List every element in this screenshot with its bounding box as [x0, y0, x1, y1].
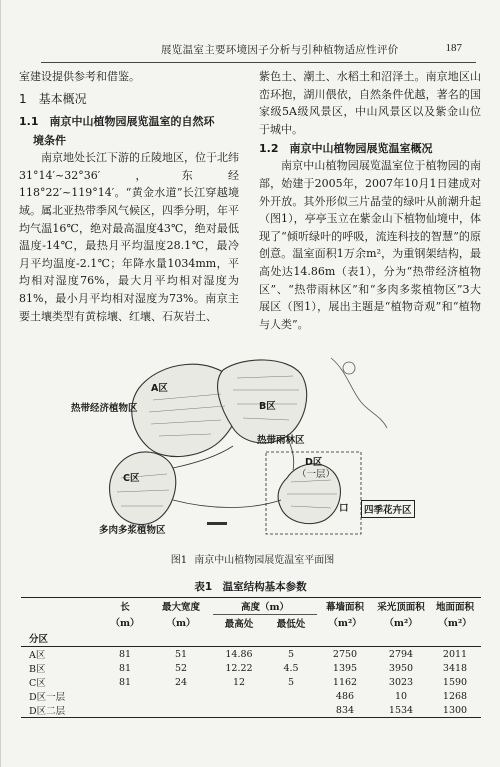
col-width: 最大宽度 [149, 598, 213, 615]
scale-bar [207, 522, 227, 525]
col-floor-area: 地面面积 [429, 598, 481, 615]
paragraph-greenhouse-overview: 南京中山植物园展览温室位于植物园的南部，始建于2005年，2007年10月1日建成对外开放。其外形似三片晶莹的绿叶从前潮升起（图1），亭亭玉立在紫金山下植物仙境中，体现了“倾听绿叶的呼吸，流连科技的智慧”的原创意。温室面积1万余m²，为重钢架结构，最高处达14.86m（表1），分为“热带经济植物区”、“热带雨林区”和“多肉多浆植物区”3大展区（图1），展出主题是“植物奇观”和“植物与人类”。 [259, 159, 481, 331]
label-succulent-zone: 多肉多浆植物区 [99, 525, 166, 536]
label-zone-d: D区 [305, 457, 323, 468]
running-header [41, 42, 476, 63]
label-zone-d-floor: （一层） [297, 469, 336, 480]
left-column [19, 68, 239, 325]
col-length: 长 [101, 598, 149, 615]
table-row: B区 81 52 12.22 4.5 1395 3950 3418 [29, 662, 468, 675]
paragraph-climate: 南京地处长江下游的丘陵地区，位于北纬31°14′~32°36′，东经118°22′~119°14′。“黄金水道”长江穿越境域。属北亚热带季风气候区，四季分明，年平均气温16℃，绝对最高温度43℃，绝对最低温度-14℃，最热月平均温度28.1℃，最冷月平均温度-2.1℃；年降水量1034mm，平均相对湿度76%，最大月平均相对湿度为81%，最小月平均相对湿度为73%。南京主要土壤类型有黄棕壤、红壤、石灰岩土、 [19, 151, 239, 323]
label-tropical-economic-zone: 热带经济植物区 [71, 403, 138, 414]
col-wall-area: 幕墙面积 [317, 598, 373, 615]
label-zone-b: B区 [259, 401, 276, 412]
table-row: D区二层 834 1534 1300 [21, 703, 481, 718]
paragraph-soil: 紫色土、潮土、水稻土和沼泽土。南京地区山峦环抱，湖川偎依，自然条件优越，著名的国家级5A级风景区，中山风景区以及紫金山位于城中。 [259, 70, 481, 136]
col-length-unit: （m） [110, 618, 140, 630]
caption-number: 图1 [170, 555, 188, 566]
label-zone-c: C区 [123, 473, 140, 484]
subsection-heading-1-1a: 1.1 南京中山植物园展览温室的自然环 [19, 115, 215, 129]
col-height-min: 最低处 [276, 618, 306, 630]
greenhouse-plan-figure [61, 350, 461, 540]
greenhouse-structure-table [21, 597, 481, 718]
col-floor-unit: （m²） [438, 618, 472, 630]
col-height: 高度（m） [213, 598, 317, 615]
col-width-unit: （m） [166, 618, 196, 630]
table-row: A区 81 51 14.86 5 2750 2794 2011 [29, 648, 468, 661]
col-glass-unit: （m²） [384, 618, 418, 630]
subsection-heading-1-1b: 境条件 [33, 134, 66, 148]
col-zone: 分区 [21, 630, 101, 647]
label-rainforest-zone: 热带雨林区 [257, 435, 305, 446]
table-title: 表1 温室结构基本参数 [194, 581, 307, 593]
table-row: D区一层 486 10 1268 [29, 690, 468, 703]
col-wall-unit: （m²） [328, 618, 362, 630]
col-glass-area: 采光顶面积 [373, 598, 429, 615]
section-heading-1: 1 基本概况 [19, 91, 87, 106]
caption-text: 南京中山植物园展览温室平面图 [194, 555, 335, 566]
label-zone-a: A区 [151, 383, 168, 394]
label-flower-zone: 四季花卉区 [361, 500, 415, 518]
table-row: C区 81 24 12 5 1162 3023 1590 [29, 676, 468, 689]
right-column [259, 68, 481, 333]
page-number: 187 [445, 42, 462, 54]
header-title: 展览温室主要环境因子分析与引种植物适应性评价 [161, 44, 399, 56]
paragraph-continuation: 室建设提供参考和借鉴。 [19, 70, 140, 83]
stream-outline [331, 358, 387, 428]
figure-caption [1, 551, 500, 566]
col-height-max: 最高处 [224, 618, 254, 630]
subsection-heading-1-2: 1.2 南京中山植物园展览温室概况 [259, 142, 433, 156]
zone-c-outline [109, 452, 175, 525]
label-entrance: 口 [339, 503, 349, 514]
